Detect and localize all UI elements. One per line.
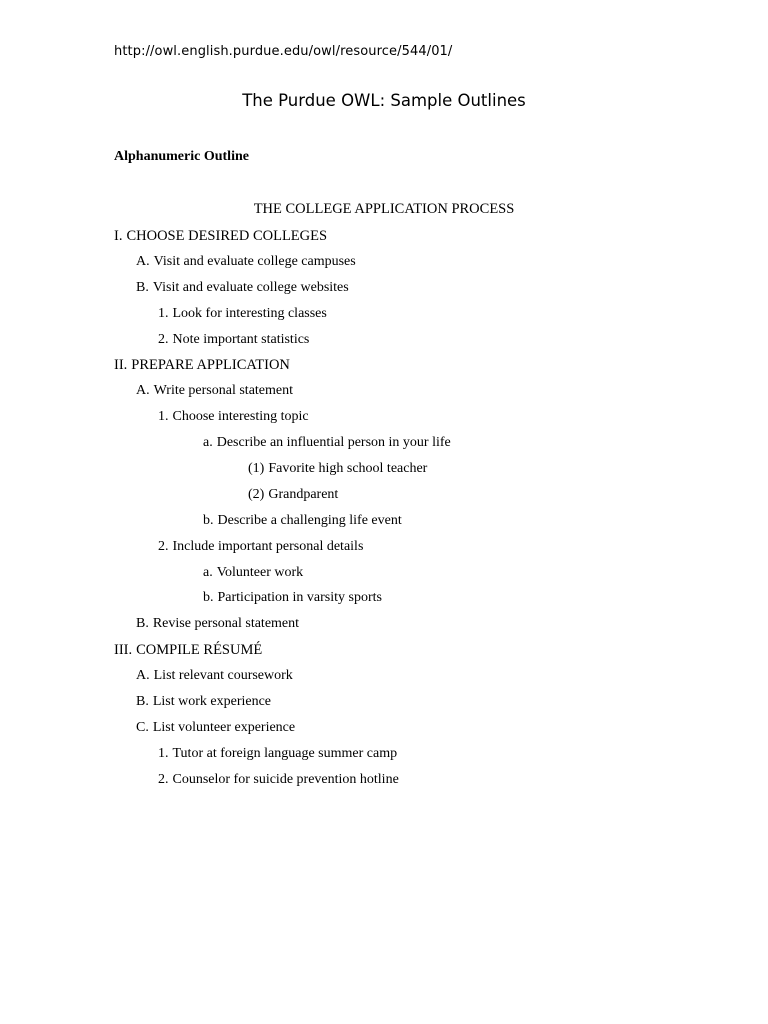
outline-item-text: Note important statistics xyxy=(172,331,310,347)
outline-item-text: COMPILE RÉSUMÉ xyxy=(136,642,263,659)
outline-list xyxy=(0,227,768,797)
outline-item-text: List work experience xyxy=(152,694,272,710)
outline-item xyxy=(0,564,768,590)
outline-item-text: Describe a challenging life event xyxy=(217,512,402,528)
outline-item-marker: 1. xyxy=(158,745,169,761)
outline-item-text: Revise personal statement xyxy=(152,616,300,632)
outline-item-text: Favorite high school teacher xyxy=(268,461,428,477)
outline-item xyxy=(0,693,768,719)
outline-item-marker: B. xyxy=(136,616,149,632)
outline-item xyxy=(0,356,768,382)
outline-item-text: Visit and evaluate college websites xyxy=(152,279,349,295)
outline-item-text: List relevant coursework xyxy=(153,668,293,684)
source-url: http://owl.english.purdue.edu/owl/resource/544/01/ xyxy=(114,44,453,59)
outline-item xyxy=(0,667,768,693)
outline-item xyxy=(0,719,768,745)
outline-item-marker: (1) xyxy=(248,461,265,477)
outline-item xyxy=(0,279,768,305)
outline-item-text: Look for interesting classes xyxy=(172,305,327,321)
outline-item-marker: a. xyxy=(203,564,213,580)
outline-item-marker: b. xyxy=(203,590,214,606)
outline-item xyxy=(0,331,768,357)
outline-item-marker: A. xyxy=(136,668,150,684)
outline-item-marker: A. xyxy=(136,383,150,399)
outline-item-marker: 2. xyxy=(158,331,169,347)
section-heading: Alphanumeric Outline xyxy=(114,149,249,164)
outline-item-marker: II. xyxy=(114,357,128,374)
outline-item-marker: 1. xyxy=(158,305,169,321)
outline-item-marker: a. xyxy=(203,435,213,451)
outline-item-text: Counselor for suicide prevention hotline xyxy=(172,771,399,787)
outline-item-marker: 2. xyxy=(158,771,169,787)
outline-item-text: Grandparent xyxy=(268,486,339,502)
outline-item-marker: 1. xyxy=(158,409,169,425)
outline-item xyxy=(0,382,768,408)
outline-item-text: Choose interesting topic xyxy=(172,409,309,425)
outline-item-text: Volunteer work xyxy=(216,564,304,580)
outline-item-marker: 2. xyxy=(158,538,169,554)
outline-item-text: Describe an influential person in your life xyxy=(216,435,451,451)
outline-item xyxy=(0,589,768,615)
outline-item-marker: I. xyxy=(114,228,123,244)
outline-item-marker: A. xyxy=(136,253,150,269)
outline-item-text: PREPARE APPLICATION xyxy=(131,357,290,374)
outline-item-marker: B. xyxy=(136,694,149,710)
outline-item-text: Participation in varsity sports xyxy=(217,590,382,606)
outline-item-text: List volunteer experience xyxy=(152,719,296,735)
outline-item-text: Tutor at foreign language summer camp xyxy=(172,745,398,761)
outline-item-text: CHOOSE DESIRED COLLEGES xyxy=(126,228,328,244)
outline-item-marker: C. xyxy=(136,719,149,735)
outline-item xyxy=(0,615,768,641)
outline-item-text: Write personal statement xyxy=(153,383,294,399)
outline-item-marker: b. xyxy=(203,512,214,528)
outline-item-marker: B. xyxy=(136,279,149,295)
outline-item xyxy=(0,771,768,797)
outline-item xyxy=(0,253,768,279)
outline-title: THE COLLEGE APPLICATION PROCESS xyxy=(253,201,515,217)
outline-item xyxy=(0,486,768,512)
outline-item xyxy=(0,434,768,460)
outline-item xyxy=(0,538,768,564)
outline-item xyxy=(0,745,768,771)
outline-item xyxy=(0,305,768,331)
outline-item-text: Include important personal details xyxy=(172,538,364,554)
outline-item xyxy=(0,227,768,253)
outline-item xyxy=(0,460,768,486)
outline-item xyxy=(0,641,768,667)
outline-item xyxy=(0,512,768,538)
outline-item-marker: III. xyxy=(114,642,133,659)
outline-item-marker: (2) xyxy=(248,486,265,502)
outline-item xyxy=(0,408,768,434)
outline-item-text: Visit and evaluate college campuses xyxy=(153,253,356,269)
page-title: The Purdue OWL: Sample Outlines xyxy=(242,91,526,110)
